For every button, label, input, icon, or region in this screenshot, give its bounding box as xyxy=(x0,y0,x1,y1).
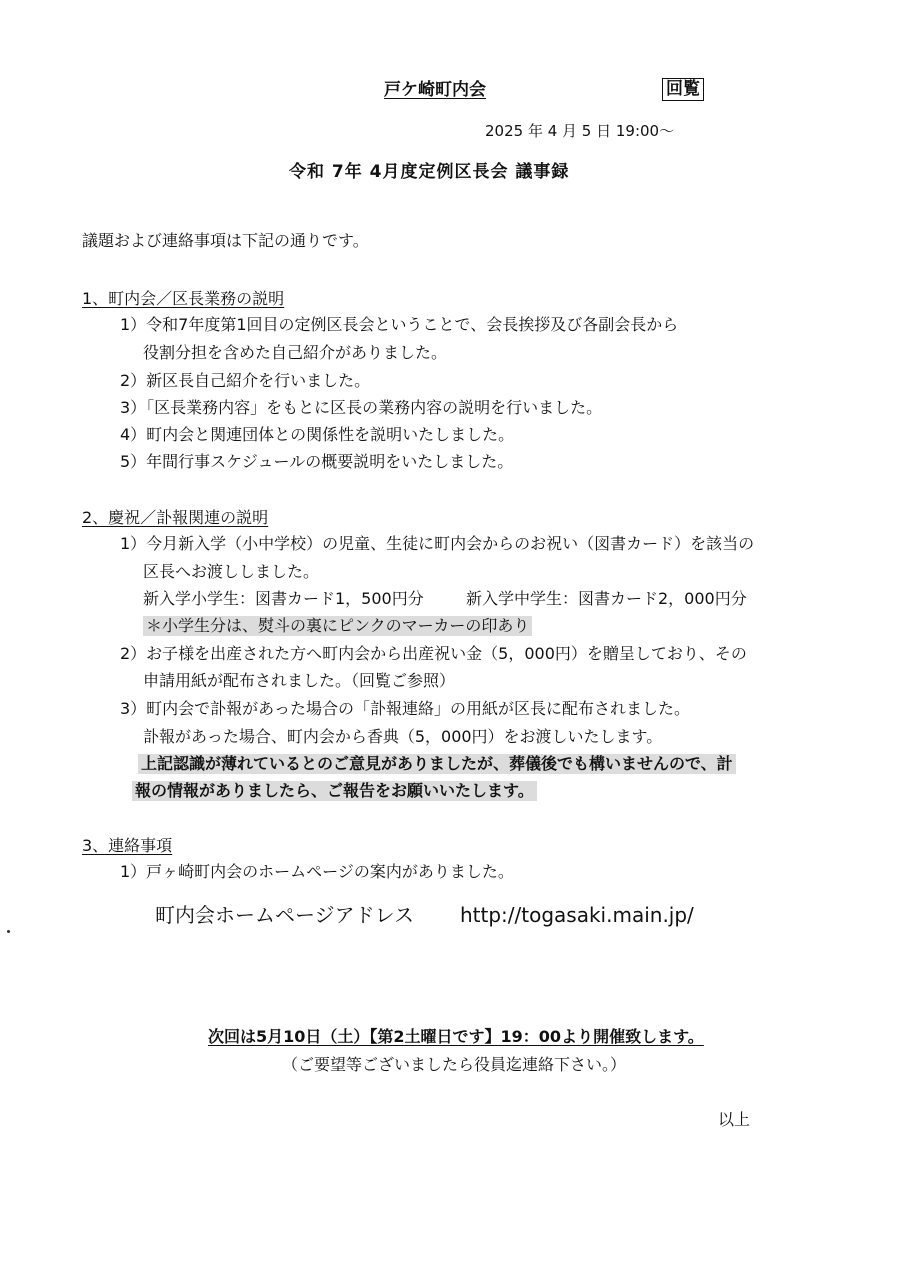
org-name: 戸ケ崎町内会 xyxy=(384,80,486,100)
meeting-datetime: 2025 年 4 月 5 日 19:00～ xyxy=(485,122,675,140)
scan-speck xyxy=(7,930,10,933)
section2-item: 2）お子様を出産された方へ町内会から出産祝い金（5，000円）を贈呈しており、その xyxy=(120,644,747,663)
elementary-card-note: 新入学小学生：図書カード1，500円分 xyxy=(143,589,424,608)
closing-mark: 以上 xyxy=(718,1110,751,1129)
section1-item: 5）年間行事スケジュールの概要説明をいたしました。 xyxy=(120,452,514,471)
section1-item: 役割分担を含めた自己紹介がありました。 xyxy=(143,343,448,362)
section2-item: 3）町内会で訃報があった場合の「訃報連絡」の用紙が区長に配布されました。 xyxy=(120,699,691,718)
section2-item: 区長へお渡ししました。 xyxy=(143,562,320,581)
circulate-stamp: 回覧 xyxy=(662,78,704,101)
section3-item: 1）戸ヶ崎町内会のホームページの案内がありました。 xyxy=(120,862,514,881)
section1-item: 4）町内会と関連団体との関係性を説明いたしました。 xyxy=(120,425,515,444)
highlighted-request: 上記認識が薄れているとのご意見がありましたが、葬儀後でも構いませんので、計 xyxy=(138,754,736,774)
section1-item: 1）令和7年度第1回目の定例区長会ということで、会長挨拶及び各副会長から xyxy=(120,315,679,334)
marker-note: ＊小学生分は、熨斗の裏にピンクのマーカーの印あり xyxy=(143,616,532,636)
section2-item: 訃報があった場合、町内会から香典（5，000円）をお渡しいたします。 xyxy=(143,727,663,746)
section2-item: 1）今月新入学（小中学校）の児童、生徒に町内会からのお祝い（図書カード）を該当の xyxy=(120,534,755,553)
highlighted-request: 報の情報がありましたら、ご報告をお願いいたします。 xyxy=(132,781,537,801)
junior-high-card-note: 新入学中学生：図書カード2，000円分 xyxy=(466,589,747,608)
section2-heading: 2、慶祝／訃報関連の説明 xyxy=(82,508,269,527)
section3-heading: 3、連絡事項 xyxy=(82,836,173,855)
section1-item: 2）新区長自己紹介を行いました。 xyxy=(120,371,371,390)
section1-heading: 1、町内会／区長業務の説明 xyxy=(82,289,285,308)
intro-text: 議題および連絡事項は下記の通りです。 xyxy=(82,231,369,250)
next-meeting-notice: 次回は5月10日（土）【第2土曜日です】19：00より開催致します。 xyxy=(208,1027,704,1046)
homepage-label: 町内会ホームページアドレス xyxy=(155,903,414,927)
homepage-url[interactable]: http://togasaki.main.jp/ xyxy=(460,903,694,927)
contact-note: （ご要望等ございましたら役員迄連絡下さい。） xyxy=(282,1055,627,1074)
section2-item: 申請用紙が配布されました。（回覧ご参照） xyxy=(143,671,456,690)
document-title: 令和 7年 4月度定例区長会 議事録 xyxy=(289,162,570,182)
section1-item: 3）「区長業務内容」をもとに区長の業務内容の説明を行いました。 xyxy=(120,398,603,417)
